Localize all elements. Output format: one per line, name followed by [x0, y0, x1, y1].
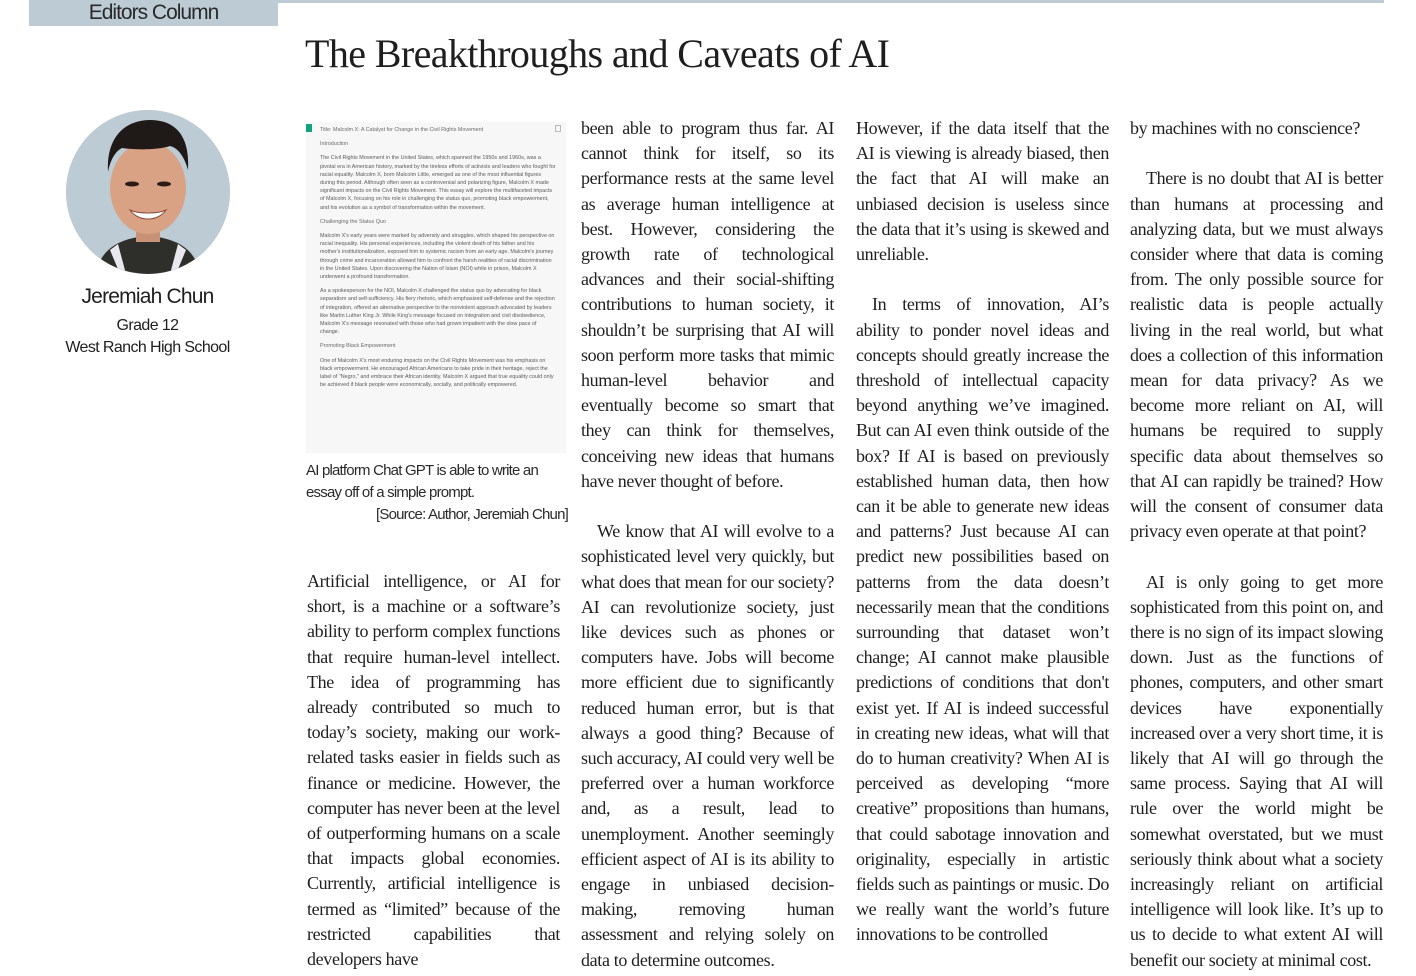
- top-rule: [278, 0, 1384, 3]
- screenshot-paragraph: The Civil Rights Movement in the United States, which spanned the 1950s and 1960s, was a pivotal era in American history, marked by the tireless efforts of activists and leaders who fought for racial equality. Malcolm X, born Malcolm Little, emerged as one of the most influential figures during this period. Although often seen as a controversial and polarizing figure, Malcolm X made significant impacts on the Civil Rights Movement. This essay will explore the multifaceted impacts of Malcolm X, focusing on his role in challenging the status quo, promoting black empowerment, and his evolution as a symbol of transformation within the movement.: [320, 155, 556, 211]
- body-paragraph: We know that AI will evolve to a sophisticated level very quickly, but what does that mean for our society? AI can revolutionize society, just like devices such as phones or computers have. Jobs will become more efficient due to significantly reduced human error, but is that always a good thing? Because of such accuracy, AI could very well be preferred over a human workforce and, as a result, lead to unemployment. Another seemingly efficient aspect of AI is its ability to engage in unbiased decision-making, removing human assessment and relying solely on data to determine outcomes.: [581, 521, 834, 970]
- article-column-1: [307, 569, 560, 972]
- article-column-4: [1130, 116, 1383, 973]
- screenshot-title: Title: Malcolm X: A Catalyst for Change in the Civil Rights Movement: [320, 127, 484, 133]
- body-paragraph: However, if the data itself that the AI is viewing is already biased, then the fact that AI will make an unbiased decision is useless since the data that it’s using is skewed and unreliable.: [856, 118, 1109, 265]
- article-column-2: [581, 116, 834, 973]
- screenshot-heading: Introduction: [320, 141, 349, 148]
- screenshot-heading: Promoting Black Empowerment: [320, 343, 396, 350]
- caption-text: AI platform Chat GPT is able to write an essay off of a simple prompt.: [306, 462, 539, 501]
- author-portrait-icon: [66, 110, 230, 274]
- author-grade: Grade 12: [116, 317, 179, 334]
- body-paragraph: Artificial intelligence, or AI for short, is a machine or a software’s ability to perform complex functions that require human-level intellect. The idea of programming has already contributed so much to today’s society, making our work-related tasks easier in fields such as finance or medicine. However, the computer has never been at the level of outperforming humans on a scale that impacts global economies. Currently, artificial intelligence is termed as “limited” because of the restricted capabilities that developers have: [307, 571, 560, 970]
- caption-source: [Source: Author, Jeremiah Chun]: [376, 506, 568, 523]
- section-label: Editors Column: [29, 0, 278, 26]
- body-paragraph: In terms of innovation, AI’s ability to ponder novel ideas and concepts should greatly increase the threshold of intellectual capacity beyond anything we’ve imagined. But can AI even think outside of the box? If AI is based on previously established human data, then how can it be able to generate new ideas and patterns? Just because AI can predict new possibilities based on patterns from the data doesn’t necessarily mean that the conditions surrounding that dataset won’t change; AI cannot make plausible predictions of conditions that don't exist yet. If AI is indeed successful in creating new ideas, what will that do to human creativity? When AI is perceived as developing “more creative” propositions than humans, that could sabotage innovation and originality, especially in artistic fields such as paintings or music. Do we really want the world’s future innovations to be controlled: [856, 294, 1109, 945]
- author-block: [40, 108, 255, 359]
- screenshot-heading: Challenging the Status Quo: [320, 218, 386, 225]
- screenshot-paragraph: One of Malcolm X's most enduring impacts on the Civil Rights Movement was his emphasis on black empowerment. He encouraged African Americans to take pride in their heritage, reject the label of "Negro," and embrace their African identity. Malcolm X argued that true equality could only be achieved if black people were economically, socially, and politically empowered.: [320, 357, 554, 389]
- body-paragraph: been able to program thus far. AI cannot think for itself, so its performance rests at the same level as average human intelligence at best. However, considering the growth rate of technological advances and their social-shifting contributions to human society, it shouldn’t be surprising that AI will soon perform more tasks that mimic human-level behavior and eventually become so smart that they can think for themselves, conceiving new ideas that humans have never thought of before.: [581, 118, 834, 491]
- chatgpt-screenshot-figure: [306, 122, 566, 453]
- chatgpt-logo-icon: [306, 124, 312, 132]
- avatar: [66, 110, 230, 274]
- author-school: West Ranch High School: [65, 339, 230, 356]
- article-column-3: [856, 116, 1109, 948]
- screenshot-paragraph: As a spokesperson for the NOI, Malcolm X challenged the status quo by advocating for black separatism and self-sufficiency. His fiery rhetoric, which emphasized self-defense and the rejection of integration, offered an alternative perspective to the nonviolent approach advocated by leaders like Martin Luther King Jr. While King's message focused on integration and civil disobedience, Malcolm X's message resonated with those who had grown impatient with the slow pace of change.: [320, 288, 555, 336]
- body-paragraph: by machines with no conscience?: [1130, 118, 1361, 138]
- copy-icon: [555, 125, 561, 132]
- screenshot-paragraph: Malcolm X's early years were marked by adversity and struggles, which shaped his perspective on racial inequality. His personal experiences, including the violent death of his father and his mother's institutionalization, exposed him to systemic racism from an early age. Malcolm's journey through crime and incarceration allowed him to confront the harsh realities of racial discrimination in the United States. Upon discovering the Nation of Islam (NOI) while in prison, Malcolm X underwent a profound transformation.: [320, 233, 555, 281]
- screenshot-essay: [306, 122, 566, 389]
- figure-caption: [306, 460, 568, 526]
- article-title: The Breakthroughs and Caveats of AI: [305, 31, 890, 76]
- body-paragraph: AI is only going to get more sophisticated from this point on, and there is no sign of its impact slowing down. Just as the functions of phones, computers, and other smart devices have exponentially increased over a very short time, it is likely that AI will go through the same process. Saying that AI will rule over the world might be somewhat overstated, but we must seriously think about what a society increasingly reliant on artificial intelligence will look like. It’s up to us to decide to what extent AI will benefit our society at minimal cost.: [1130, 571, 1383, 970]
- author-name: Jeremiah Chun: [81, 285, 214, 308]
- body-paragraph: There is no doubt that AI is better than humans at processing and analyzing data, but we must always consider where that data is coming from. The only possible source for realistic data is people actually living in the real world, but what does a collection of this information mean for data privacy? As we become more reliant on AI, will humans be required to supply specific data about themselves so that AI can rapidly be trained? How will the consent of consumer data privacy even operate at that point?: [1130, 168, 1383, 542]
